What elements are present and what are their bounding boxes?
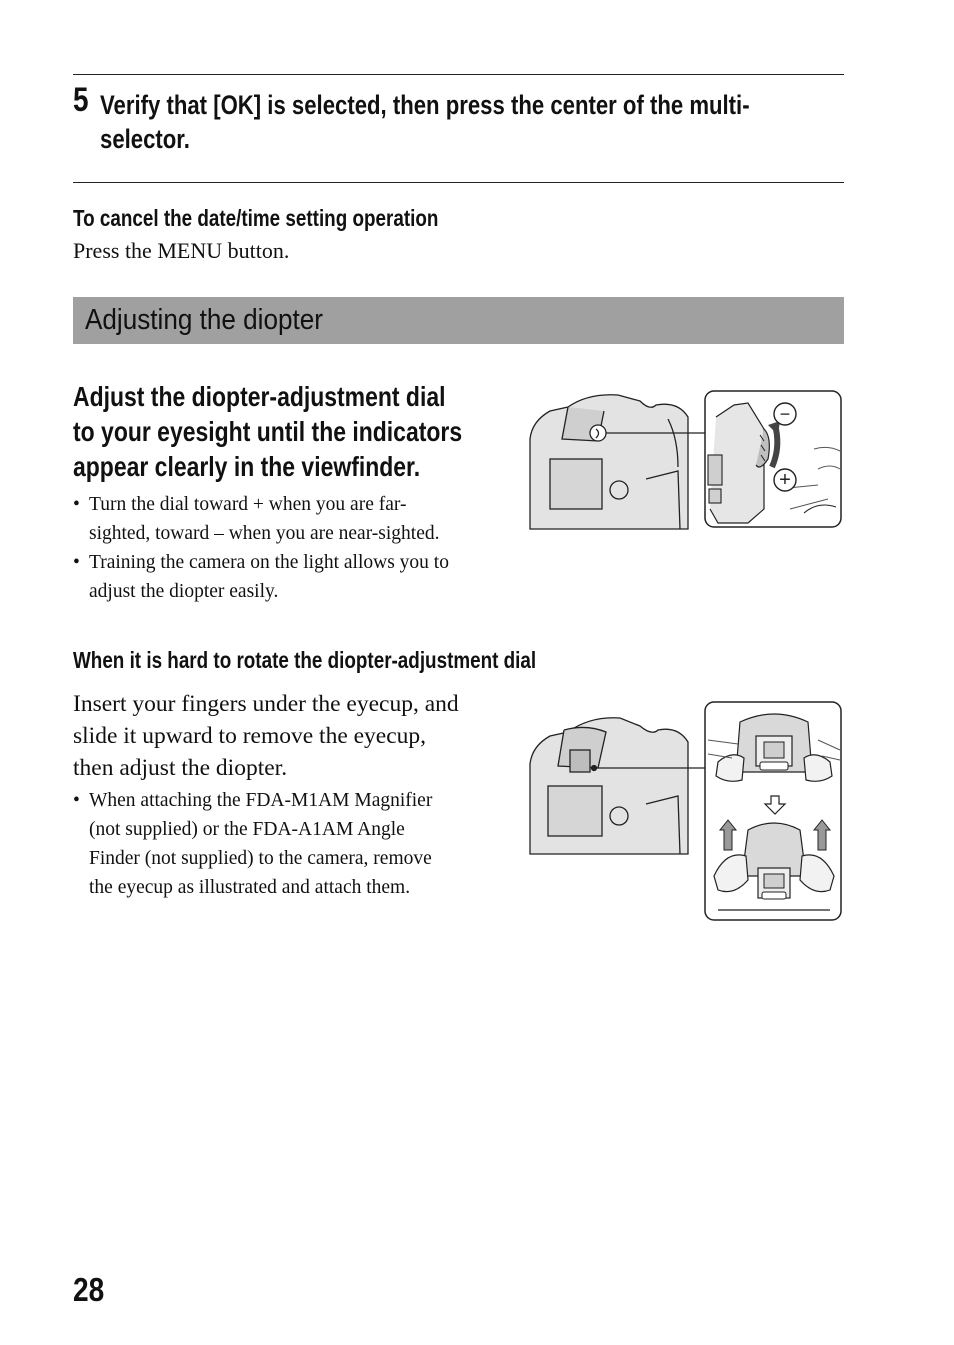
hard-heading (73, 647, 638, 673)
diopter-heading-line-2: to your eyesight until the indicators (73, 416, 463, 447)
list-item: • When attaching the FDA-M1AM Magnifier (not supplied) or the FDA-A1AM Angle Finder (not supplied) to the camera, remove the eyecup as illustrated and attach them. (73, 786, 513, 902)
hard-body (73, 688, 459, 784)
cancel-heading-text: To cancel the date/time setting operation (73, 205, 439, 231)
step-instruction (100, 88, 892, 156)
diopter-dial-figure (528, 389, 846, 531)
step-bottom-rule (73, 182, 844, 183)
eyecup-detail-inset (705, 702, 841, 920)
section-bar (73, 297, 844, 344)
camera-back-illustration (530, 395, 714, 529)
list-item: • Turn the dial toward + when you are far- sighted, toward – when you are near-sighted. (73, 490, 513, 548)
section-title: Adjusting the diopter (85, 304, 323, 336)
bullet-2-line-2: adjust the diopter easily. (89, 581, 279, 602)
diopter-heading-line-1: Adjust the diopter-adjustment dial (73, 381, 446, 412)
bullet-1-line-1: Turn the dial toward + when you are far- (89, 494, 407, 515)
hard-body-line-1: Insert your fingers under the eyecup, and (73, 691, 459, 717)
page-number (73, 1271, 110, 1309)
step-number (73, 82, 92, 118)
hard-bullet-line-2: (not supplied) or the FDA-A1AM Angle (89, 819, 405, 840)
plus-label: + (779, 469, 791, 491)
cancel-heading (73, 205, 519, 231)
camera-back-illustration (530, 718, 706, 854)
hard-bullet-line-3: Finder (not supplied) to the camera, remove (89, 848, 432, 869)
bullet-1-line-2: sighted, toward – when you are near-sighted. (89, 523, 440, 544)
minus-label: − (779, 404, 791, 424)
hard-bullet-line-1: When attaching the FDA-M1AM Magnifier (89, 790, 433, 811)
hard-heading-text: When it is hard to rotate the diopter-adjustment dial (73, 647, 537, 673)
top-rule (73, 74, 844, 75)
hard-body-line-3: then adjust the diopter. (73, 755, 288, 781)
diopter-heading-line-3: appear clearly in the viewfinder. (73, 451, 421, 482)
diopter-detail-inset (705, 391, 841, 527)
diopter-bullets (73, 490, 513, 606)
hard-body-line-2: slide it upward to remove the eyecup, (73, 723, 427, 749)
list-item: • Training the camera on the light allows you to adjust the diopter easily. (73, 548, 513, 606)
cancel-text: Press the MENU button. (73, 238, 290, 263)
bullet-2-line-1: Training the camera on the light allows you to (89, 552, 449, 573)
step-number-text: 5 (73, 81, 89, 119)
diopter-heading (73, 379, 548, 484)
hard-bullet-line-4: the eyecup as illustrated and attach them. (89, 877, 411, 898)
step-line-1: Verify that [OK] is selected, then press the center of the multi- (100, 90, 750, 120)
hard-bullets (73, 786, 513, 902)
page-number-text: 28 (73, 1271, 105, 1308)
step-line-2: selector. (100, 124, 190, 154)
eyecup-removal-figure (528, 700, 846, 924)
